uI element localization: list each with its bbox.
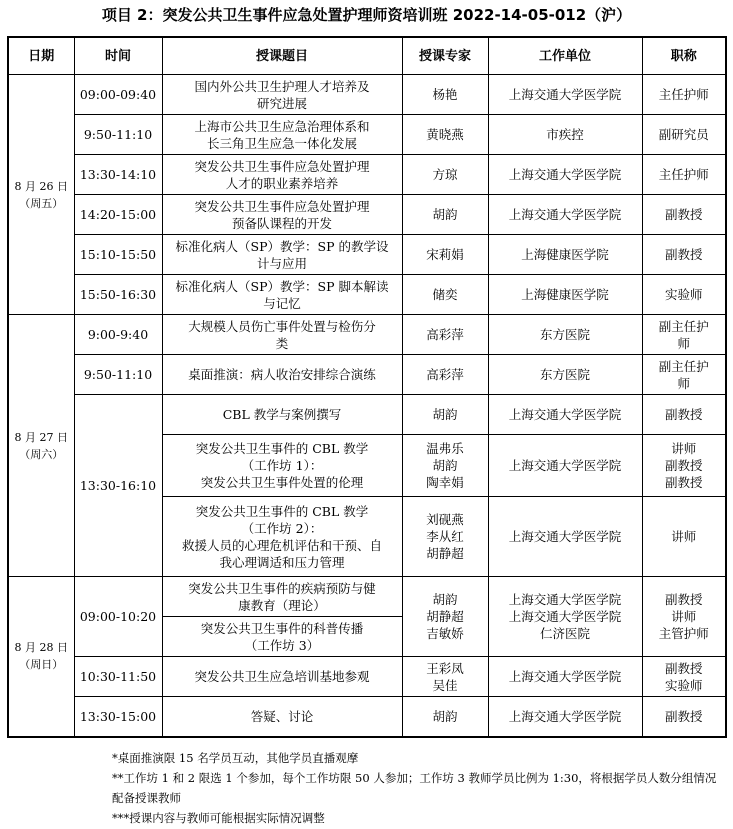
expert-cell	[402, 657, 488, 697]
rank-cell	[642, 315, 726, 355]
expert-cell-line: 高彩萍	[426, 367, 464, 382]
rank-cell-line: 实验师	[664, 677, 703, 693]
date-label: 8 月 28 日	[14, 641, 68, 655]
date-cell	[8, 315, 74, 577]
topic-cell-line: CBL 教学与案例撰写	[222, 407, 342, 422]
topic-cell-line: 类	[275, 335, 289, 351]
topic-cell	[162, 195, 402, 235]
rank-cell-line: 师	[677, 375, 690, 391]
expert-cell-line: 宋莉娟	[426, 247, 464, 262]
unit-cell	[488, 275, 642, 315]
topic-cell	[162, 275, 402, 315]
topic-cell-line: 突发公共卫生事件的科普传播	[200, 620, 364, 636]
table-row	[8, 195, 726, 235]
topic-cell-line: 康教育（理论）	[238, 597, 326, 613]
unit-cell-line: 仁济医院	[539, 626, 590, 641]
expert-cell-line: 胡韵	[432, 708, 458, 724]
topic-cell-line: 长三角卫生应急一体化发展	[206, 135, 357, 151]
rank-cell-line: 副教授	[664, 458, 703, 473]
topic-cell-line: 人才的职业素养培养	[225, 175, 339, 191]
unit-cell-line: 上海交通大学医学院	[508, 609, 622, 624]
time-cell: 15:10-15:50	[74, 235, 162, 275]
rank-cell-line: 讲师	[671, 529, 697, 544]
unit-cell-line: 市疾控	[546, 127, 584, 142]
topic-cell-line: 国内外公共卫生护理人才培养及	[194, 78, 370, 94]
expert-cell-line: 胡韵	[432, 407, 458, 422]
rank-cell-line: 主管护师	[658, 626, 709, 641]
topic-cell	[162, 577, 402, 617]
topic-cell-line: 救援人员的心理危机评估和干预、自	[181, 537, 382, 553]
topic-cell-line: 突发公共卫生事件应急处置护理	[194, 158, 370, 174]
topic-cell	[162, 315, 402, 355]
schedule-table	[7, 36, 727, 738]
topic-cell	[162, 395, 402, 435]
rank-cell-line: 副主任护	[658, 358, 709, 374]
expert-cell-line: 李从红	[426, 529, 464, 544]
unit-cell-line: 上海交通大学医学院	[508, 669, 622, 684]
topic-cell-line: （工作坊 1）：	[241, 458, 323, 473]
expert-cell-line: 王彩凤	[426, 660, 464, 676]
unit-cell-line: 上海交通大学医学院	[508, 529, 622, 544]
expert-cell	[402, 75, 488, 115]
topic-cell-line: 突发公共卫生事件的 CBL 教学	[195, 441, 369, 456]
expert-cell	[402, 235, 488, 275]
topic-cell-line: 突发公共卫生事件处置的伦理	[200, 475, 364, 490]
topic-cell	[162, 497, 402, 577]
expert-cell	[402, 155, 488, 195]
header-time: 时间	[74, 37, 162, 75]
table-row	[8, 115, 726, 155]
rank-cell	[642, 435, 726, 497]
unit-cell-line: 上海健康医学院	[521, 287, 609, 302]
table-row	[8, 155, 726, 195]
expert-cell-line: 胡韵	[432, 592, 458, 607]
topic-cell	[162, 435, 402, 497]
expert-cell-line: 刘砚燕	[426, 512, 464, 527]
rank-cell	[642, 115, 726, 155]
header-unit: 工作单位	[488, 37, 642, 75]
expert-cell	[402, 697, 488, 737]
topic-cell-line: （工作坊 3）	[244, 637, 320, 653]
date-label: 8 月 27 日	[14, 430, 68, 444]
expert-cell-line: 胡韵	[432, 458, 458, 473]
topic-cell-line: 标准化病人（SP）教学：SP 脚本解读	[175, 278, 389, 294]
rank-cell-line: 师	[677, 335, 690, 351]
rank-cell-line: 副研究员	[658, 127, 709, 142]
unit-cell-line: 东方医院	[539, 327, 590, 342]
topic-cell-line: 计与应用	[256, 255, 307, 271]
unit-cell-line: 上海健康医学院	[521, 247, 609, 262]
expert-cell-line: 储奕	[432, 287, 458, 302]
expert-cell	[402, 395, 488, 435]
time-cell: 09:00-10:20	[74, 577, 162, 657]
unit-cell	[488, 315, 642, 355]
time-cell: 14:20-15:00	[74, 195, 162, 235]
topic-cell	[162, 657, 402, 697]
footnote: ***授课内容与教师可能根据实际情况调整	[112, 811, 325, 825]
topic-cell	[162, 235, 402, 275]
topic-cell	[162, 697, 402, 737]
header-date: 日期	[8, 37, 74, 75]
date-cell	[8, 577, 74, 737]
expert-cell	[402, 315, 488, 355]
expert-cell-line: 胡静超	[426, 546, 464, 561]
rank-cell-line: 实验师	[664, 287, 703, 302]
expert-cell-line: 陶幸娟	[426, 475, 464, 490]
unit-cell-line: 上海交通大学医学院	[508, 458, 622, 473]
topic-cell-line: 桌面推演：病人收治安排综合演练	[188, 367, 376, 382]
rank-cell-line: 副教授	[664, 592, 703, 607]
time-cell: 9:50-11:10	[74, 355, 162, 395]
date-cell	[8, 75, 74, 315]
topic-cell-line: 突发公共卫生事件应急处置护理	[194, 198, 370, 214]
table-row	[8, 577, 726, 617]
topic-cell	[162, 155, 402, 195]
rank-cell-line: 副教授	[664, 708, 703, 724]
rank-cell	[642, 697, 726, 737]
expert-cell-line: 高彩萍	[426, 327, 464, 342]
topic-cell-line: 突发公共卫生事件的疾病预防与健	[188, 580, 376, 596]
header-rank: 职称	[642, 37, 726, 75]
unit-cell	[488, 697, 642, 737]
topic-cell-line: （工作坊 2）：	[241, 520, 323, 536]
time-cell: 9:00-9:40	[74, 315, 162, 355]
unit-cell-line: 上海交通大学医学院	[508, 407, 622, 422]
topic-cell	[162, 75, 402, 115]
rank-cell	[642, 275, 726, 315]
weekday-label: （周六）	[19, 447, 64, 461]
unit-cell-line: 上海交通大学医学院	[508, 708, 622, 724]
table-row	[8, 75, 726, 115]
unit-cell-line: 东方医院	[539, 367, 590, 382]
topic-cell	[162, 617, 402, 657]
unit-cell	[488, 657, 642, 697]
table-row	[8, 657, 726, 697]
table-row	[8, 355, 726, 395]
rank-cell-line: 副教授	[664, 247, 703, 262]
expert-cell-line: 吴佳	[432, 677, 458, 693]
expert-cell-line: 胡韵	[432, 207, 458, 222]
expert-cell-line: 吉敏娇	[426, 626, 464, 641]
unit-cell	[488, 497, 642, 577]
topic-cell	[162, 115, 402, 155]
time-cell: 15:50-16:30	[74, 275, 162, 315]
rank-cell-line: 主任护师	[658, 87, 709, 102]
topic-cell-line: 我心理调适和压力管理	[219, 554, 345, 570]
expert-cell-line: 胡静超	[426, 609, 464, 624]
rank-cell	[642, 75, 726, 115]
rank-cell-line: 副教授	[664, 475, 703, 490]
rank-cell-line: 讲师	[671, 441, 697, 456]
header-row	[8, 37, 726, 75]
unit-cell	[488, 75, 642, 115]
date-label: 8 月 26 日	[14, 179, 68, 193]
time-cell: 09:00-09:40	[74, 75, 162, 115]
unit-cell	[488, 195, 642, 235]
time-cell: 9:50-11:10	[74, 115, 162, 155]
unit-cell	[488, 395, 642, 435]
unit-cell	[488, 115, 642, 155]
time-cell: 10:30-11:50	[74, 657, 162, 697]
rank-cell	[642, 195, 726, 235]
expert-cell	[402, 195, 488, 235]
expert-cell	[402, 355, 488, 395]
rank-cell	[642, 235, 726, 275]
unit-cell	[488, 577, 642, 657]
table-row	[8, 697, 726, 737]
footnote: *桌面推演限 15 名学员互动，其他学员直播观摩	[112, 751, 359, 765]
rank-cell-line: 副教授	[664, 660, 703, 676]
time-cell: 13:30-14:10	[74, 155, 162, 195]
page-title: 项目 2：突发公共卫生事件应急处置护理师资培训班 2022-14-05-012（沪）	[101, 6, 632, 24]
expert-cell	[402, 497, 488, 577]
table-row	[8, 275, 726, 315]
rank-cell	[642, 155, 726, 195]
topic-cell-line: 突发公共卫生事件的 CBL 教学	[195, 503, 369, 519]
topic-cell	[162, 355, 402, 395]
footnotes	[112, 748, 722, 828]
topic-cell-line: 答疑、讨论	[250, 708, 314, 724]
rank-cell-line: 主任护师	[658, 167, 709, 182]
rank-cell-line: 副教授	[664, 207, 703, 222]
rank-cell-line: 讲师	[671, 609, 697, 624]
expert-cell-line: 黄晓燕	[426, 127, 464, 142]
expert-cell	[402, 577, 488, 657]
unit-cell-line: 上海交通大学医学院	[508, 87, 622, 102]
time-cell: 13:30-15:00	[74, 697, 162, 737]
weekday-label: （周日）	[19, 658, 64, 672]
table-row	[8, 315, 726, 355]
unit-cell-line: 上海交通大学医学院	[508, 592, 622, 607]
rank-cell	[642, 577, 726, 657]
unit-cell	[488, 235, 642, 275]
topic-cell-line: 标准化病人（SP）教学：SP 的教学设	[175, 238, 389, 254]
table-row	[8, 235, 726, 275]
header-expert: 授课专家	[402, 37, 488, 75]
expert-cell	[402, 435, 488, 497]
rank-cell	[642, 395, 726, 435]
topic-cell-line: 预备队课程的开发	[231, 215, 332, 231]
unit-cell	[488, 355, 642, 395]
time-cell: 13:30-16:10	[74, 395, 162, 577]
weekday-label: （周五）	[19, 196, 64, 210]
expert-cell-line: 方琼	[432, 167, 458, 182]
topic-cell-line: 上海市公共卫生应急治理体系和	[194, 118, 370, 134]
topic-cell-line: 与记忆	[263, 295, 301, 311]
unit-cell-line: 上海交通大学医学院	[508, 207, 622, 222]
header-topic: 授课题目	[162, 37, 402, 75]
unit-cell	[488, 435, 642, 497]
expert-cell-line: 杨艳	[432, 87, 458, 102]
expert-cell	[402, 115, 488, 155]
rank-cell-line: 副主任护	[658, 318, 709, 334]
rank-cell	[642, 657, 726, 697]
topic-cell-line: 大规模人员伤亡事件处置与检伤分	[188, 318, 376, 334]
footnote: **工作坊 1 和 2 限选 1 个参加，每个工作坊限 50 人参加；工作坊 3 教师学员比例为 1:30，将根据学员人数分组情况配备授课教师	[112, 771, 717, 805]
rank-cell	[642, 497, 726, 577]
rank-cell	[642, 355, 726, 395]
unit-cell-line: 上海交通大学医学院	[508, 167, 622, 182]
table-row	[8, 395, 726, 435]
topic-cell-line: 突发公共卫生应急培训基地参观	[194, 669, 370, 684]
expert-cell	[402, 275, 488, 315]
rank-cell-line: 副教授	[664, 407, 703, 422]
unit-cell	[488, 155, 642, 195]
topic-cell-line: 研究进展	[256, 95, 307, 111]
expert-cell-line: 温弗乐	[426, 441, 464, 456]
